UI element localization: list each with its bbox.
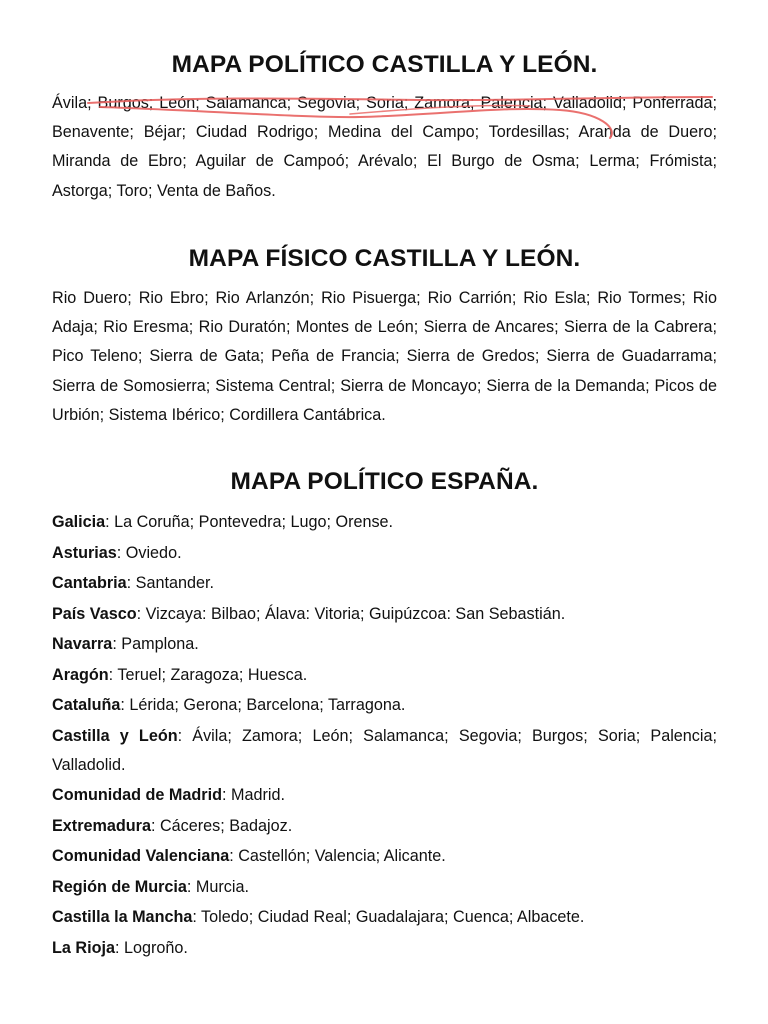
region-name: Galicia [52, 513, 106, 531]
region-castilla-la-mancha [52, 903, 717, 932]
region-aragon [52, 661, 717, 690]
region-cataluna [52, 691, 717, 720]
region-navarra [52, 630, 717, 659]
region-name: Asturias [52, 543, 117, 562]
region-asturias [52, 539, 717, 568]
region-cities: : Madrid. [221, 786, 285, 805]
region-madrid [52, 781, 717, 810]
region-valenciana [52, 842, 717, 871]
region-cities: : Oviedo. [116, 543, 182, 562]
region-name: Extremadura [52, 816, 151, 835]
region-cities: : Lérida; Gerona; Barcelona; Tarragona. [120, 696, 406, 714]
region-cantabria [52, 569, 717, 598]
region-name: Castilla la Mancha [52, 908, 193, 927]
region-cities: : Cáceres; Badajoz. [150, 816, 293, 835]
region-pais-vasco [52, 600, 717, 629]
region-galicia [52, 508, 717, 537]
region-name: Comunidad de Madrid [52, 786, 222, 805]
region-cities: : Pamplona. [112, 635, 199, 653]
section-text-physical-cyl: Rio Duero; Rio Ebro; Rio Arlanzón; Rio Pisuerga; Rio Carrión; Rio Esla; Rio Tormes; Rio Adaja; Rio Eresma; Rio Duratón; Montes de León; Sierra de Ancares; Sierra de la Cabrera; Pico Teleno; Sierra de Gata; Peña de Francia; Sierra de Gredos; Sierra de Guadarrama; Sierra de Somosierra; Sistema Central; Sierra de Moncayo; Sierra de la Demanda; Picos de Urbión; Sistema Ibérico; Cordillera Cantábrica. [52, 289, 717, 424]
region-castilla-y-leon [52, 722, 717, 780]
region-cities: : Vizcaya: Bilbao; Álava: Vitoria; Guipúzcoa: San Sebastián. [136, 604, 566, 623]
region-name: Región de Murcia [52, 877, 187, 896]
region-murcia [52, 873, 717, 902]
region-name: Cantabria [52, 574, 127, 592]
region-extremadura [52, 812, 717, 841]
region-name: Cataluña [52, 696, 121, 714]
region-name: Comunidad Valenciana [52, 847, 230, 866]
section-title-political-spain: MAPA POLÍTICO ESPAÑA. [230, 468, 539, 495]
region-cities: : La Coruña; Pontevedra; Lugo; Orense. [105, 513, 394, 531]
region-name: País Vasco [52, 604, 137, 623]
region-cities: : Toledo; Ciudad Real; Guadalajara; Cuenca; Albacete. [192, 908, 585, 927]
region-name: Aragón [52, 665, 109, 684]
region-cities: : Castellón; Valencia; Alicante. [229, 847, 446, 866]
region-name: La Rioja [52, 938, 115, 957]
region-cities: : Santander. [126, 574, 214, 592]
region-name: Navarra [52, 635, 113, 653]
section-title-political-cyl: MAPA POLÍTICO CASTILLA Y LEÓN. [171, 51, 598, 78]
region-cities: : Ávila; Zamora; León; Salamanca; Segovia; Burgos; Soria; Palencia; Valladolid. [52, 726, 718, 774]
section-text-political-cyl: Ávila; Burgos; León; Salamanca; Segovia; Soria; Zamora; Palencia; Valladolid; Ponferrada; Benavente; Béjar; Ciudad Rodrigo; Medina del Campo; Tordesillas; Aranda de Duero; Miranda de Ebro; Aguilar de Campoó; Arévalo; El Burgo de Osma; Lerma; Frómista; Astorga; Toro; Venta de Baños. [52, 94, 717, 200]
region-cities: : Logroño. [114, 938, 188, 957]
region-list [52, 508, 717, 964]
section-title-physical-cyl: MAPA FÍSICO CASTILLA Y LEÓN. [188, 245, 581, 272]
region-cities: : Murcia. [186, 877, 249, 896]
region-la-rioja [52, 934, 717, 963]
region-name: Castilla y León [52, 726, 178, 745]
region-cities: : Teruel; Zaragoza; Huesca. [108, 665, 308, 684]
